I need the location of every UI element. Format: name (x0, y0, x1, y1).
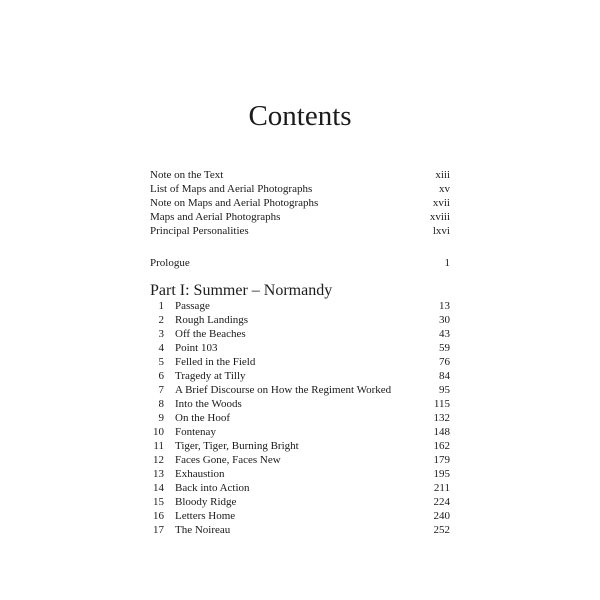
toc-entry (150, 256, 450, 270)
chapter-number: 2 (158, 314, 164, 326)
chapter-page: 252 (433, 524, 450, 536)
chapter-number: 16 (153, 510, 164, 522)
chapter-number: 1 (158, 300, 164, 312)
chapter-page: 148 (433, 426, 450, 438)
chapter-page: 115 (433, 398, 450, 410)
chapter-list (150, 299, 450, 537)
toc-entry (150, 196, 450, 210)
chapter-entry (150, 313, 450, 327)
chapter-entry (150, 509, 450, 523)
chapter-number: 4 (158, 342, 164, 354)
entry-label: Principal Personalities (150, 225, 249, 237)
chapter-entry (150, 397, 450, 411)
toc-entry (150, 182, 450, 196)
chapter-page: 13 (439, 300, 450, 312)
entry-label: Note on Maps and Aerial Photographs (150, 197, 319, 209)
front-matter-list (150, 168, 450, 238)
chapter-number: 12 (153, 454, 164, 466)
chapter-title: Felled in the Field (175, 356, 256, 368)
entry-label: List of Maps and Aerial Photographs (150, 183, 313, 195)
toc-entry (150, 168, 450, 182)
chapter-entry (150, 467, 450, 481)
chapter-title: Bloody Ridge (175, 496, 237, 508)
chapter-entry (150, 411, 450, 425)
chapter-number: 3 (158, 328, 164, 340)
chapter-title: Faces Gone, Faces New (175, 454, 281, 466)
part-heading: Part I: Summer – Normandy (150, 282, 333, 299)
chapter-number: 9 (158, 412, 164, 424)
chapter-page: 43 (439, 328, 450, 340)
chapter-number: 14 (153, 482, 164, 494)
chapter-title: A Brief Discourse on How the Regiment Worked (175, 384, 392, 396)
chapter-entry (150, 425, 450, 439)
chapter-page: 162 (433, 440, 450, 452)
chapter-number: 7 (158, 384, 164, 396)
chapter-page: 84 (439, 370, 450, 382)
entry-page: 1 (444, 257, 450, 269)
chapter-entry (150, 299, 450, 313)
chapter-title: Passage (175, 300, 210, 312)
chapter-page: 195 (433, 468, 450, 480)
chapter-title: Tragedy at Tilly (175, 370, 246, 382)
chapter-page: 95 (439, 384, 450, 396)
toc-entry (150, 224, 450, 238)
chapter-title: Rough Landings (175, 314, 249, 326)
chapter-entry (150, 327, 450, 341)
chapter-number: 11 (153, 440, 164, 452)
chapter-number: 15 (153, 496, 164, 508)
chapter-page: 59 (439, 342, 450, 354)
entry-label: Note on the Text (150, 169, 224, 181)
chapter-page: 240 (433, 510, 450, 522)
chapter-page: 30 (439, 314, 450, 326)
chapter-entry (150, 355, 450, 369)
entry-label: Maps and Aerial Photographs (150, 211, 281, 223)
chapter-title: Tiger, Tiger, Burning Bright (175, 440, 299, 452)
chapter-title: Exhaustion (175, 468, 225, 480)
chapter-number: 6 (158, 370, 164, 382)
chapter-number: 8 (158, 398, 164, 410)
entry-page: xv (439, 183, 450, 195)
chapter-entry (150, 453, 450, 467)
page-title: Contents (248, 100, 352, 132)
chapter-page: 76 (439, 356, 450, 368)
chapter-title: Back into Action (175, 482, 250, 494)
chapter-page: 179 (433, 454, 450, 466)
chapter-number: 5 (158, 356, 164, 368)
entry-page: xvii (432, 197, 450, 209)
chapter-page: 211 (433, 482, 450, 494)
chapter-entry (150, 341, 450, 355)
chapter-number: 10 (153, 426, 164, 438)
prologue-entry (150, 256, 450, 270)
chapter-entry (150, 439, 450, 453)
chapter-title: On the Hoof (175, 412, 230, 424)
chapter-title: Into the Woods (175, 398, 242, 410)
chapter-page: 132 (433, 412, 450, 424)
chapter-entry (150, 383, 450, 397)
chapter-title: Letters Home (175, 510, 236, 522)
chapter-page: 224 (433, 496, 450, 508)
toc-entry (150, 210, 450, 224)
chapter-entry (150, 523, 450, 537)
chapter-title: The Noireau (175, 524, 231, 536)
chapter-entry (150, 369, 450, 383)
chapter-title: Fontenay (175, 426, 216, 438)
entry-page: xviii (429, 211, 450, 223)
chapter-number: 17 (153, 524, 164, 536)
entry-page: xiii (435, 169, 450, 181)
chapter-title: Off the Beaches (175, 328, 246, 340)
entry-page: lxvi (432, 225, 450, 237)
chapter-number: 13 (153, 468, 164, 480)
chapter-entry (150, 481, 450, 495)
chapter-title: Point 103 (175, 342, 218, 354)
entry-label: Prologue (150, 257, 190, 269)
chapter-entry (150, 495, 450, 509)
